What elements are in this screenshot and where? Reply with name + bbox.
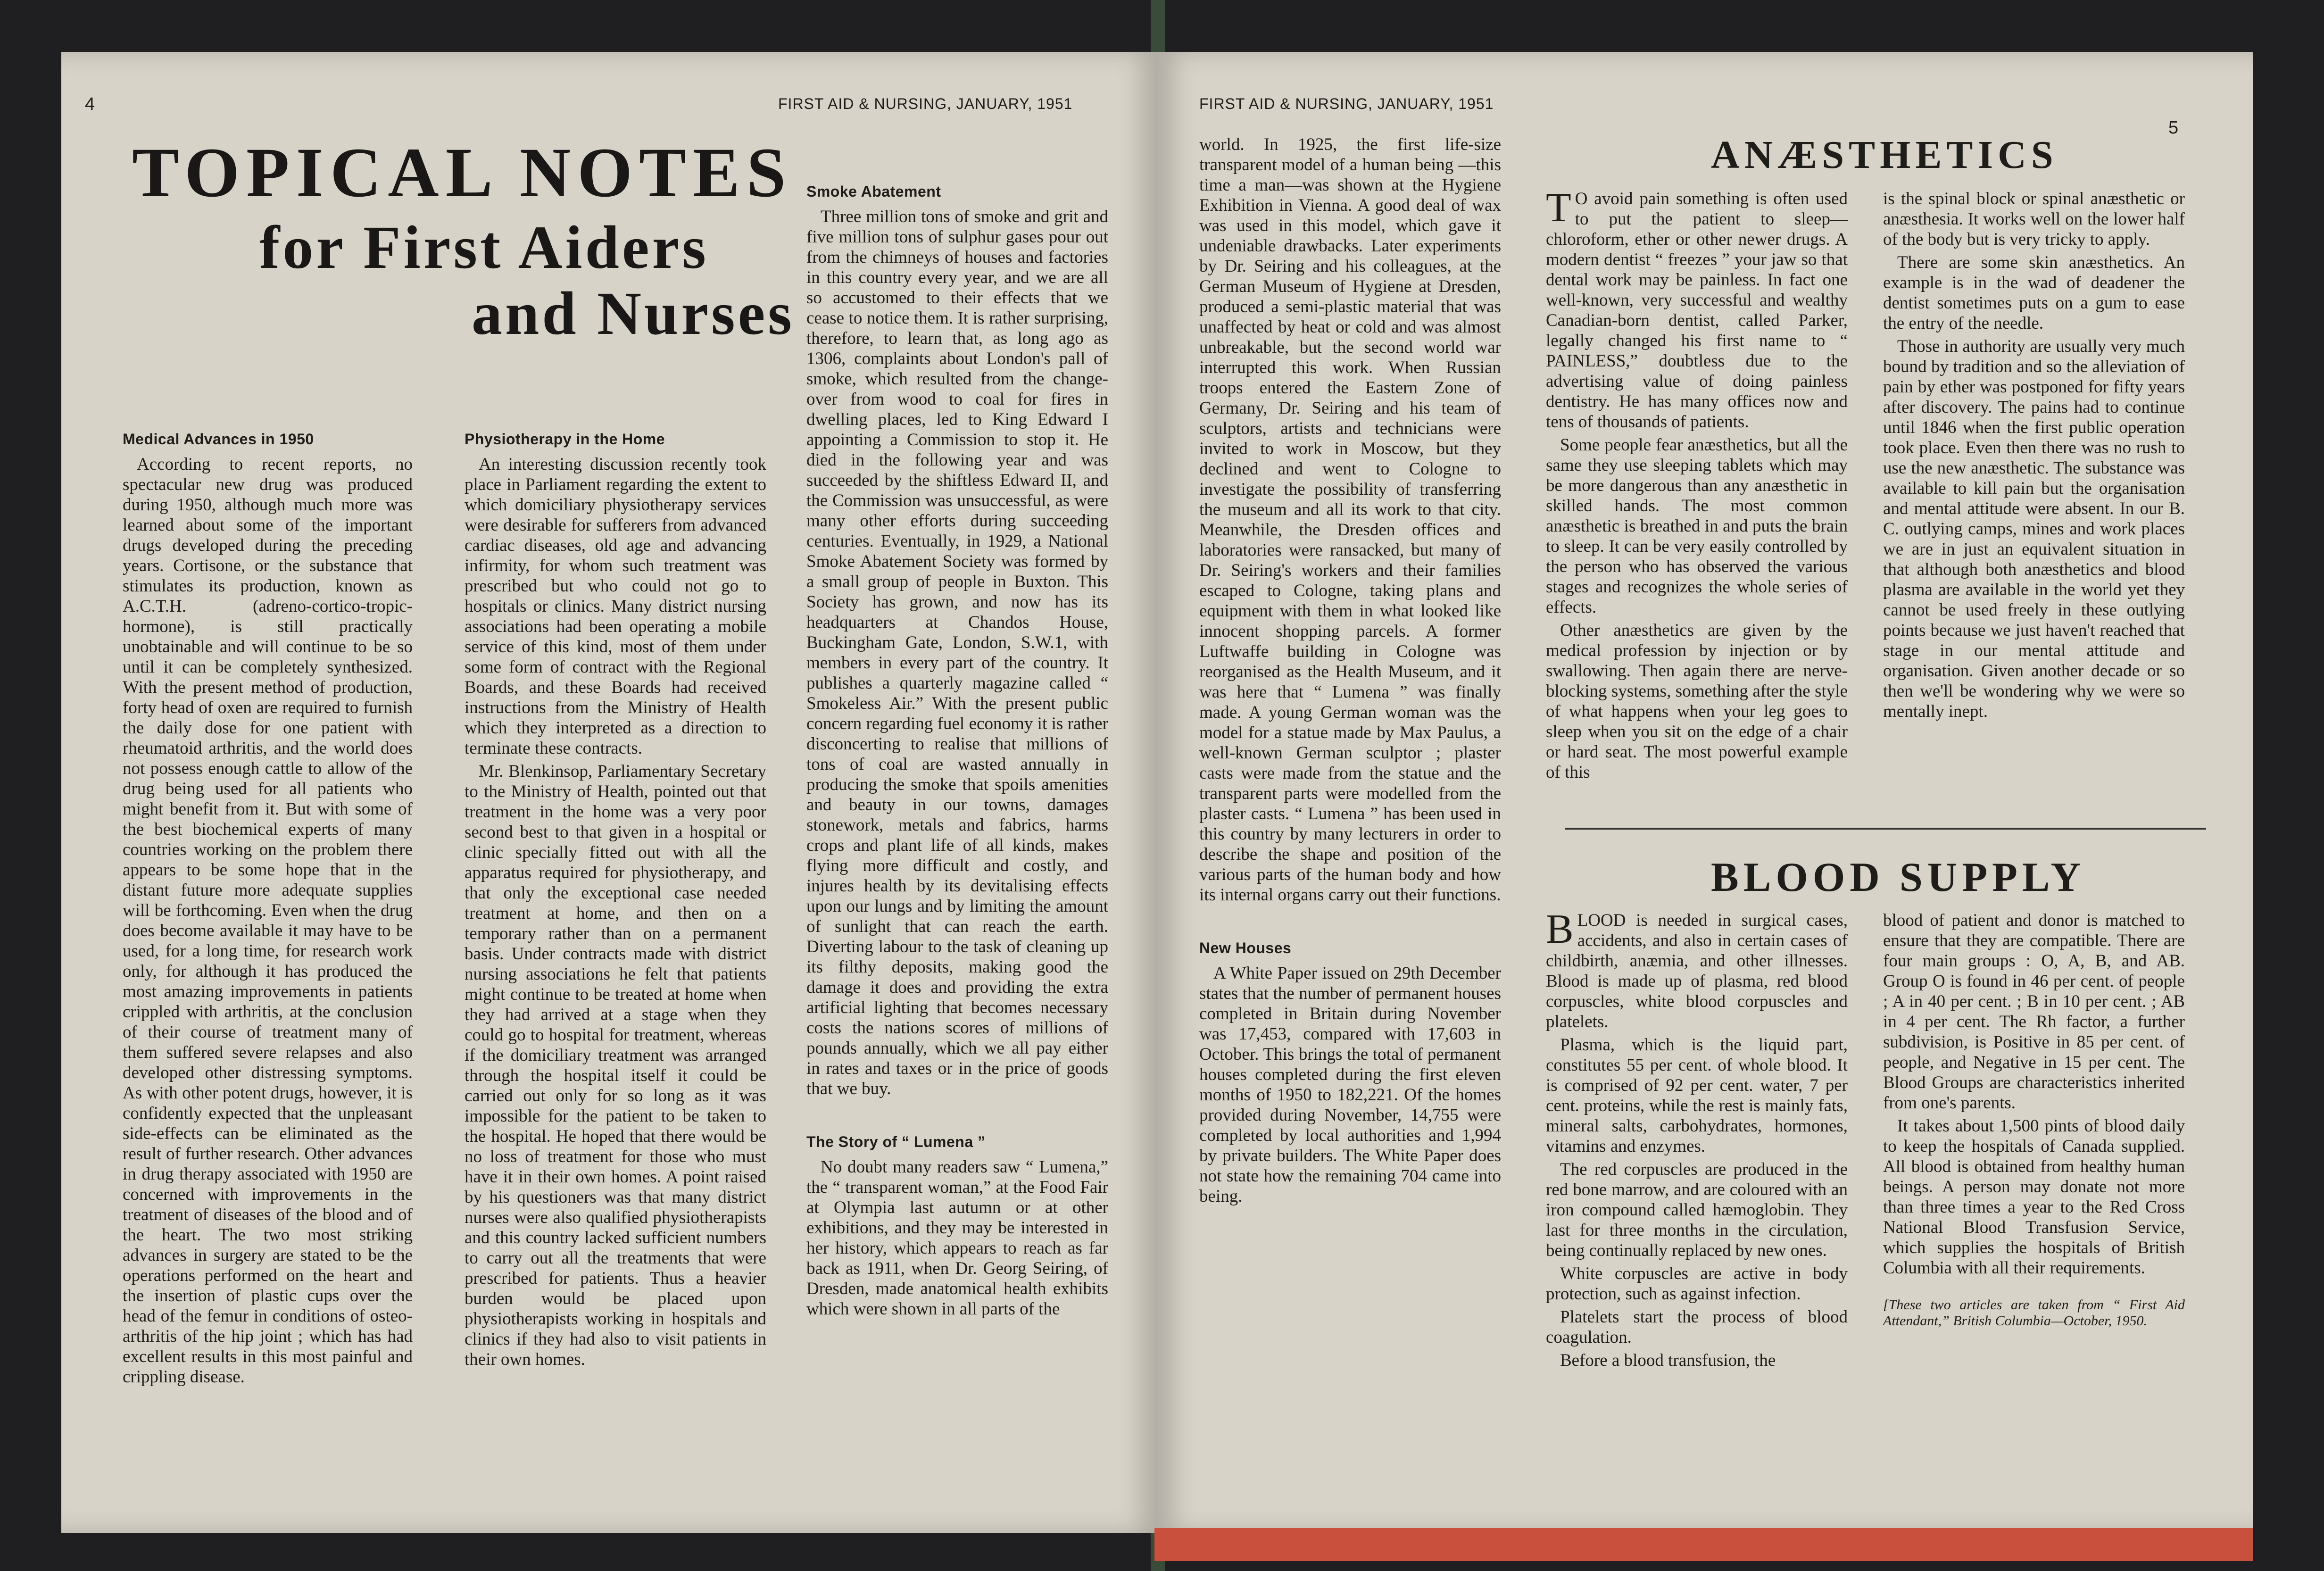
- title-nurses: and Nurses: [472, 280, 795, 348]
- column-blood-1: [1546, 906, 1848, 1373]
- right-page: [1154, 52, 2253, 1533]
- section-heading: Physiotherapy in the Home: [465, 431, 665, 448]
- section-divider: [1565, 828, 2206, 830]
- column-smoke-abatement: [806, 182, 1108, 1322]
- column-medical-advances: [123, 429, 413, 1390]
- paragraph: Other anæsthetics are given by the medical profession by injection or by swallowing. Then again there are nerve-blocking systems, something after the style of what happens when your leg goes to sleep when you sit on the edge of a chair or hard seat. The most powerful example of this: [1546, 621, 1848, 782]
- paragraph: White corpuscles are active in body protection, such as against infection.: [1546, 1264, 1848, 1304]
- source-footnote: [These two articles are taken from “ First Aid Attendant,” British Columbia—October, 1950.: [1883, 1297, 2185, 1329]
- paragraph: There are some skin anæsthetics. An example is in the wad of deadener the dentist sometimes puts on a gum to ease the entry of the needle.: [1883, 253, 2185, 333]
- running-header: FIRST AID & NURSING, JANUARY, 1951: [1199, 95, 1494, 112]
- paragraph: is the spinal block or spinal anæsthetic or anæsthesia. It works well on the lower half of the body but is very tricky to apply.: [1883, 189, 2185, 249]
- column-anaesthetics-2: [1883, 189, 2185, 724]
- column-physiotherapy: [465, 429, 766, 1372]
- paragraph: According to recent reports, no spectacular new drug was produced during 1950, although much more was learned about some of the important drugs developed during the preceding years. Cortisone, or the substance that stimulates its production, known as A.C.T.H. (adreno-cortico-tropic-hormone), is still practically unobtainable and will continue to be so until it can be completely synthesized. With the present method of production, forty head of oxen are required to furnish the daily dose for one patient with rheumatoid arthritis, and the world does not possess enough cattle to allow of the drug being used for all patients who might benefit from it. But with some of the best biochemical experts of many countries working on the problem there appears to be some hope that in the distant future more adequate supplies will be forthcoming. Even when the drug does become available it may have to be used, for a long time, for research work only, for although it has produced the most amazing improvements in patients crippled with arthritis, at the conclusion of their course of treatment many of them suffered severe relapses and also developed other distressing symptoms. As with other potent drugs, however, it is confidently expected that the unpleasant side-effects can be eliminated as the result of further research. Other advances in drug therapy associated with 1950 are concerned with improvements in the treatment of diseases of the blood and of the heart. The two most striking advances in surgery are stated to be the operations performed on the heart and the insertion of plastic cups over the head of the femur in conditions of osteo-arthritis of the hip joint ; which has had excellent results in this most painful and crippling disease.: [123, 455, 413, 1387]
- paragraph: blood of patient and donor is matched to ensure that they are compatible. There are four main groups : O, A, B, and AB. Group O is found in 46 per cent. of people ; A in 40 per cent. ; B in 10 per cent. ; AB in 4 per cent. The Rh factor, a further subdivision, is Positive in 85 per cent. of people, and Negative in 15 per cent. The Blood Groups are characteristics inherited from one's parents.: [1883, 911, 2185, 1113]
- paragraph: A White Paper issued on 29th December states that the number of permanent houses completed in Britain during November was 17,453, compared with 17,603 in October. This brings the total of permanent houses completed during the first eleven months of 1950 to 182,221. Of the homes provided during November, 14,755 were completed by local authorities and 1,994 by private builders. The White Paper does not state how the remaining 704 came into being.: [1199, 964, 1501, 1206]
- paragraph: Before a blood transfusion, the: [1560, 1351, 1776, 1370]
- drop-cap: B: [1546, 906, 1574, 952]
- paragraph: Three million tons of smoke and grit and five million tons of sulphur gases pour out from the chimneys of houses and factories in this country every year, and we are all so accustomed to their effects that we cease to notice them. It is rather surprising, therefore, to learn that, as long ago as 1306, complaints about London's pall of smoke, which resulted from the change-over from wood to coal for fires in dwelling places, led to King Edward I appointing a Commission to stop it. He died in the following year and was succeeded by the shiftless Edward II, and the Commission was unsuccessful, as were many other efforts during succeeding centuries. Eventually, in 1929, a National Smoke Abatement Society was formed by a small group of people in Buxton. This Society has grown, and now has its headquarters at Chandos House, Buckingham Gate, London, S.W.1, with members in every part of the country. It publishes a quarterly magazine called “ Smokeless Air.” With the present public concern regarding fuel economy it is rather disconcerting to realise that millions of tons of coal are wasted annually in producing the smoke that spoils amenities and beauty in our towns, damages stonework, metals and fabrics, harms crops and plant life of all kinds, makes flying more difficult and costly, and injures health by its devitalising effects upon our lungs and by limiting the amount of sunlight that can reach the earth. Diverting labour to the task of cleaning up its filthy deposits, making good the damage it does and providing the extra artificial lighting that becomes necessary costs the nations scores of millions of pounds annually, which we all pay either in rates and taxes or in the price of goods that we buy.: [806, 207, 1108, 1098]
- title-blood-supply: BLOOD SUPPLY: [1711, 855, 2086, 900]
- section-heading-new-houses: New Houses: [1199, 939, 1292, 956]
- paragraph: Mr. Blenkinsop, Parliamentary Secretary to the Ministry of Health, pointed out that treatment in the home was a very poor second best to that given in a hospital or clinic specially fitted out with all the apparatus required for physiotherapy, and that only the exceptional case needed treatment at home, and then on a temporary rather than on a permanent basis. Under contracts made with district nursing associations he felt that patients might continue to be treated at home when they had arrived at a stage when they could go to hospital for treatment, whereas if the domiciliary treatment was arranged through the hospital itself it could be carried out only for so long as it was impossible for the patient to be taken to the hospital. He hoped that there would be no loss of treatment for those who must have it in their own homes. A point raised by his questioners was that many district nurses were also qualified physiotherapists and this country lacked sufficient numbers to carry out all the treatments that were prescribed for patients. Thus a heavier burden would be placed upon physiotherapists working in hospitals and clinics if they had also to visit patients in their own homes.: [465, 762, 766, 1369]
- left-page: [61, 52, 1160, 1533]
- page-number: 5: [2168, 118, 2179, 138]
- paragraph: world. In 1925, the first life-size transparent model of a human being —this time a man—was shown at the Hygiene Exhibition in Vienna. A good deal of wax was used in this model, which gave it undeniable drawbacks. Later experiments by Dr. Seiring and his colleagues, at the German Museum of Hygiene at Dresden, produced a semi-plastic material that was unaffected by heat or cold and was almost unbreakable, but the second world war interrupted this work. When Russian troops entered the Eastern Zone of Germany, Dr. Seiring and his team of sculptors, artists and technicians were invited to work in Moscow, but they declined and went to Cologne to investigate the possibility of transferring the museum and all its work to that city. Meanwhile, the Dresden offices and laboratories were ransacked, but many of Dr. Seiring's workers and their families escaped to Cologne, taking plans and equipment with them in what looked like innocent shopping parcels. A former Luftwaffe building in Cologne was reorganised as the Health Museum, and it was here that “ Lumena ” was finally made. A young German woman was the model for a statue made by Max Paulus, a well-known German sculptor ; plaster casts were made from the statue and the transparent parts were modelled from the plaster casts. “ Lumena ” has been used in this country by many lecturers in order to describe the shape and position of the various parts of the human body and how its internal organs carry out their functions.: [1199, 135, 1501, 905]
- paragraph: Platelets start the process of blood coagulation.: [1546, 1307, 1848, 1347]
- cover-edge: [1154, 1528, 2253, 1561]
- column-blood-2: [1883, 910, 2185, 1332]
- title-topical-notes: TOPICAL NOTES: [132, 133, 793, 212]
- drop-cap: T: [1546, 185, 1571, 231]
- title-first-aiders: for First Aiders: [259, 214, 709, 282]
- page-number: 4: [85, 94, 95, 114]
- column-lumena-continued: [1199, 134, 1501, 1209]
- paragraph: Those in authority are usually very much bound by tradition and so the alleviation of pain by ether was postponed for fifty years after discovery. The pains had to continue until 1846 when the first public operation took place. Even then there was no rush to use the new anæsthetic. The substance was available to kill pain but the organisation and mental attitude were absent. In our B. C. outlying camps, mines and work places we are in just an equivalent situation in that although both anæsthetics and blood plasma are available in the world yet they cannot be used freely in these outlying points because we just haven't reached that stage in our mental attitude and organisation. Given another decade or so then we'll be wondering why we were so mentally inept.: [1883, 337, 2185, 721]
- running-header: FIRST AID & NURSING, JANUARY, 1951: [778, 95, 1073, 112]
- section-heading: Smoke Abatement: [806, 183, 941, 200]
- title-anaesthetics: ANÆSTHETICS: [1711, 133, 2058, 177]
- section-heading-lumena: The Story of “ Lumena ”: [806, 1133, 986, 1150]
- column-anaesthetics-1: [1546, 185, 1848, 785]
- paragraph: LOOD is needed in surgical cases, accidents, and also in certain cases of childbirth, anæmia, and other illnesses. Blood is made up of plasma, red blood corpuscles, white blood corpuscles and platelets.: [1546, 911, 1848, 1031]
- paragraph: Plasma, which is the liquid part, constitutes 55 per cent. of whole blood. It is comprised of 92 per cent. water, 7 per cent. proteins, while the rest is mainly fats, mineral salts, carbohydrates, hormones, vitamins and enzymes.: [1546, 1035, 1848, 1156]
- paragraph: No doubt many readers saw “ Lumena,” the “ transparent woman,” at the Food Fair at Olympia last autumn or at other exhibitions, and they may be interested in her history, which appears to reach as far back as 1911, when Dr. Georg Seiring, of Dresden, made anatomical health exhibits which were shown in all parts of the: [806, 1157, 1108, 1319]
- paragraph: The red corpuscles are produced in the red bone marrow, and are coloured with an iron compound called hæmoglobin. They last for three months in the circulation, being continually replaced by new ones.: [1546, 1160, 1848, 1260]
- paragraph: It takes about 1,500 pints of blood daily to keep the hospitals of Canada supplied. All blood is obtained from healthy human beings. A person may donate not more than three times a year to the Red Cross National Blood Transfusion Service, which supplies the hospitals of British Columbia with all their requirements.: [1883, 1116, 2185, 1278]
- paragraph: Some people fear anæsthetics, but all the same they use sleeping tablets which may be more dangerous than any anæsthetic in skilled hands. The most common anæsthetic is breathed in and puts the brain to sleep. It can be very easily controlled by the person who has observed the various stages and recognizes the whole series of effects.: [1546, 435, 1848, 617]
- section-heading: Medical Advances in 1950: [123, 431, 314, 448]
- paragraph: O avoid pain something is often used to put the patient to sleep—chloroform, ether or other newer drugs. A modern dentist “ freezes ” your jaw so that dental work may be painless. In fact one well-known, very successful and wealthy Canadian-born dentist, called Parker, legally changed his first name to “ PAINLESS,” doubtless due to the advertising value of doing painless dentistry. He has many offices now and tens of thousands of patients.: [1546, 189, 1848, 432]
- paragraph: An interesting discussion recently took place in Parliament regarding the extent to which domiciliary physiotherapy services were desirable for sufferers from advanced cardiac diseases, old age and advancing infirmity, for whom such treatment was prescribed but who could not go to hospitals or clinics. Many district nursing associations had been operating a mobile service of this kind, most of them under some form of contract with the Regional Boards, and these Boards had received instructions from the Ministry of Health which they interpreted as a direction to terminate these contracts.: [465, 455, 766, 758]
